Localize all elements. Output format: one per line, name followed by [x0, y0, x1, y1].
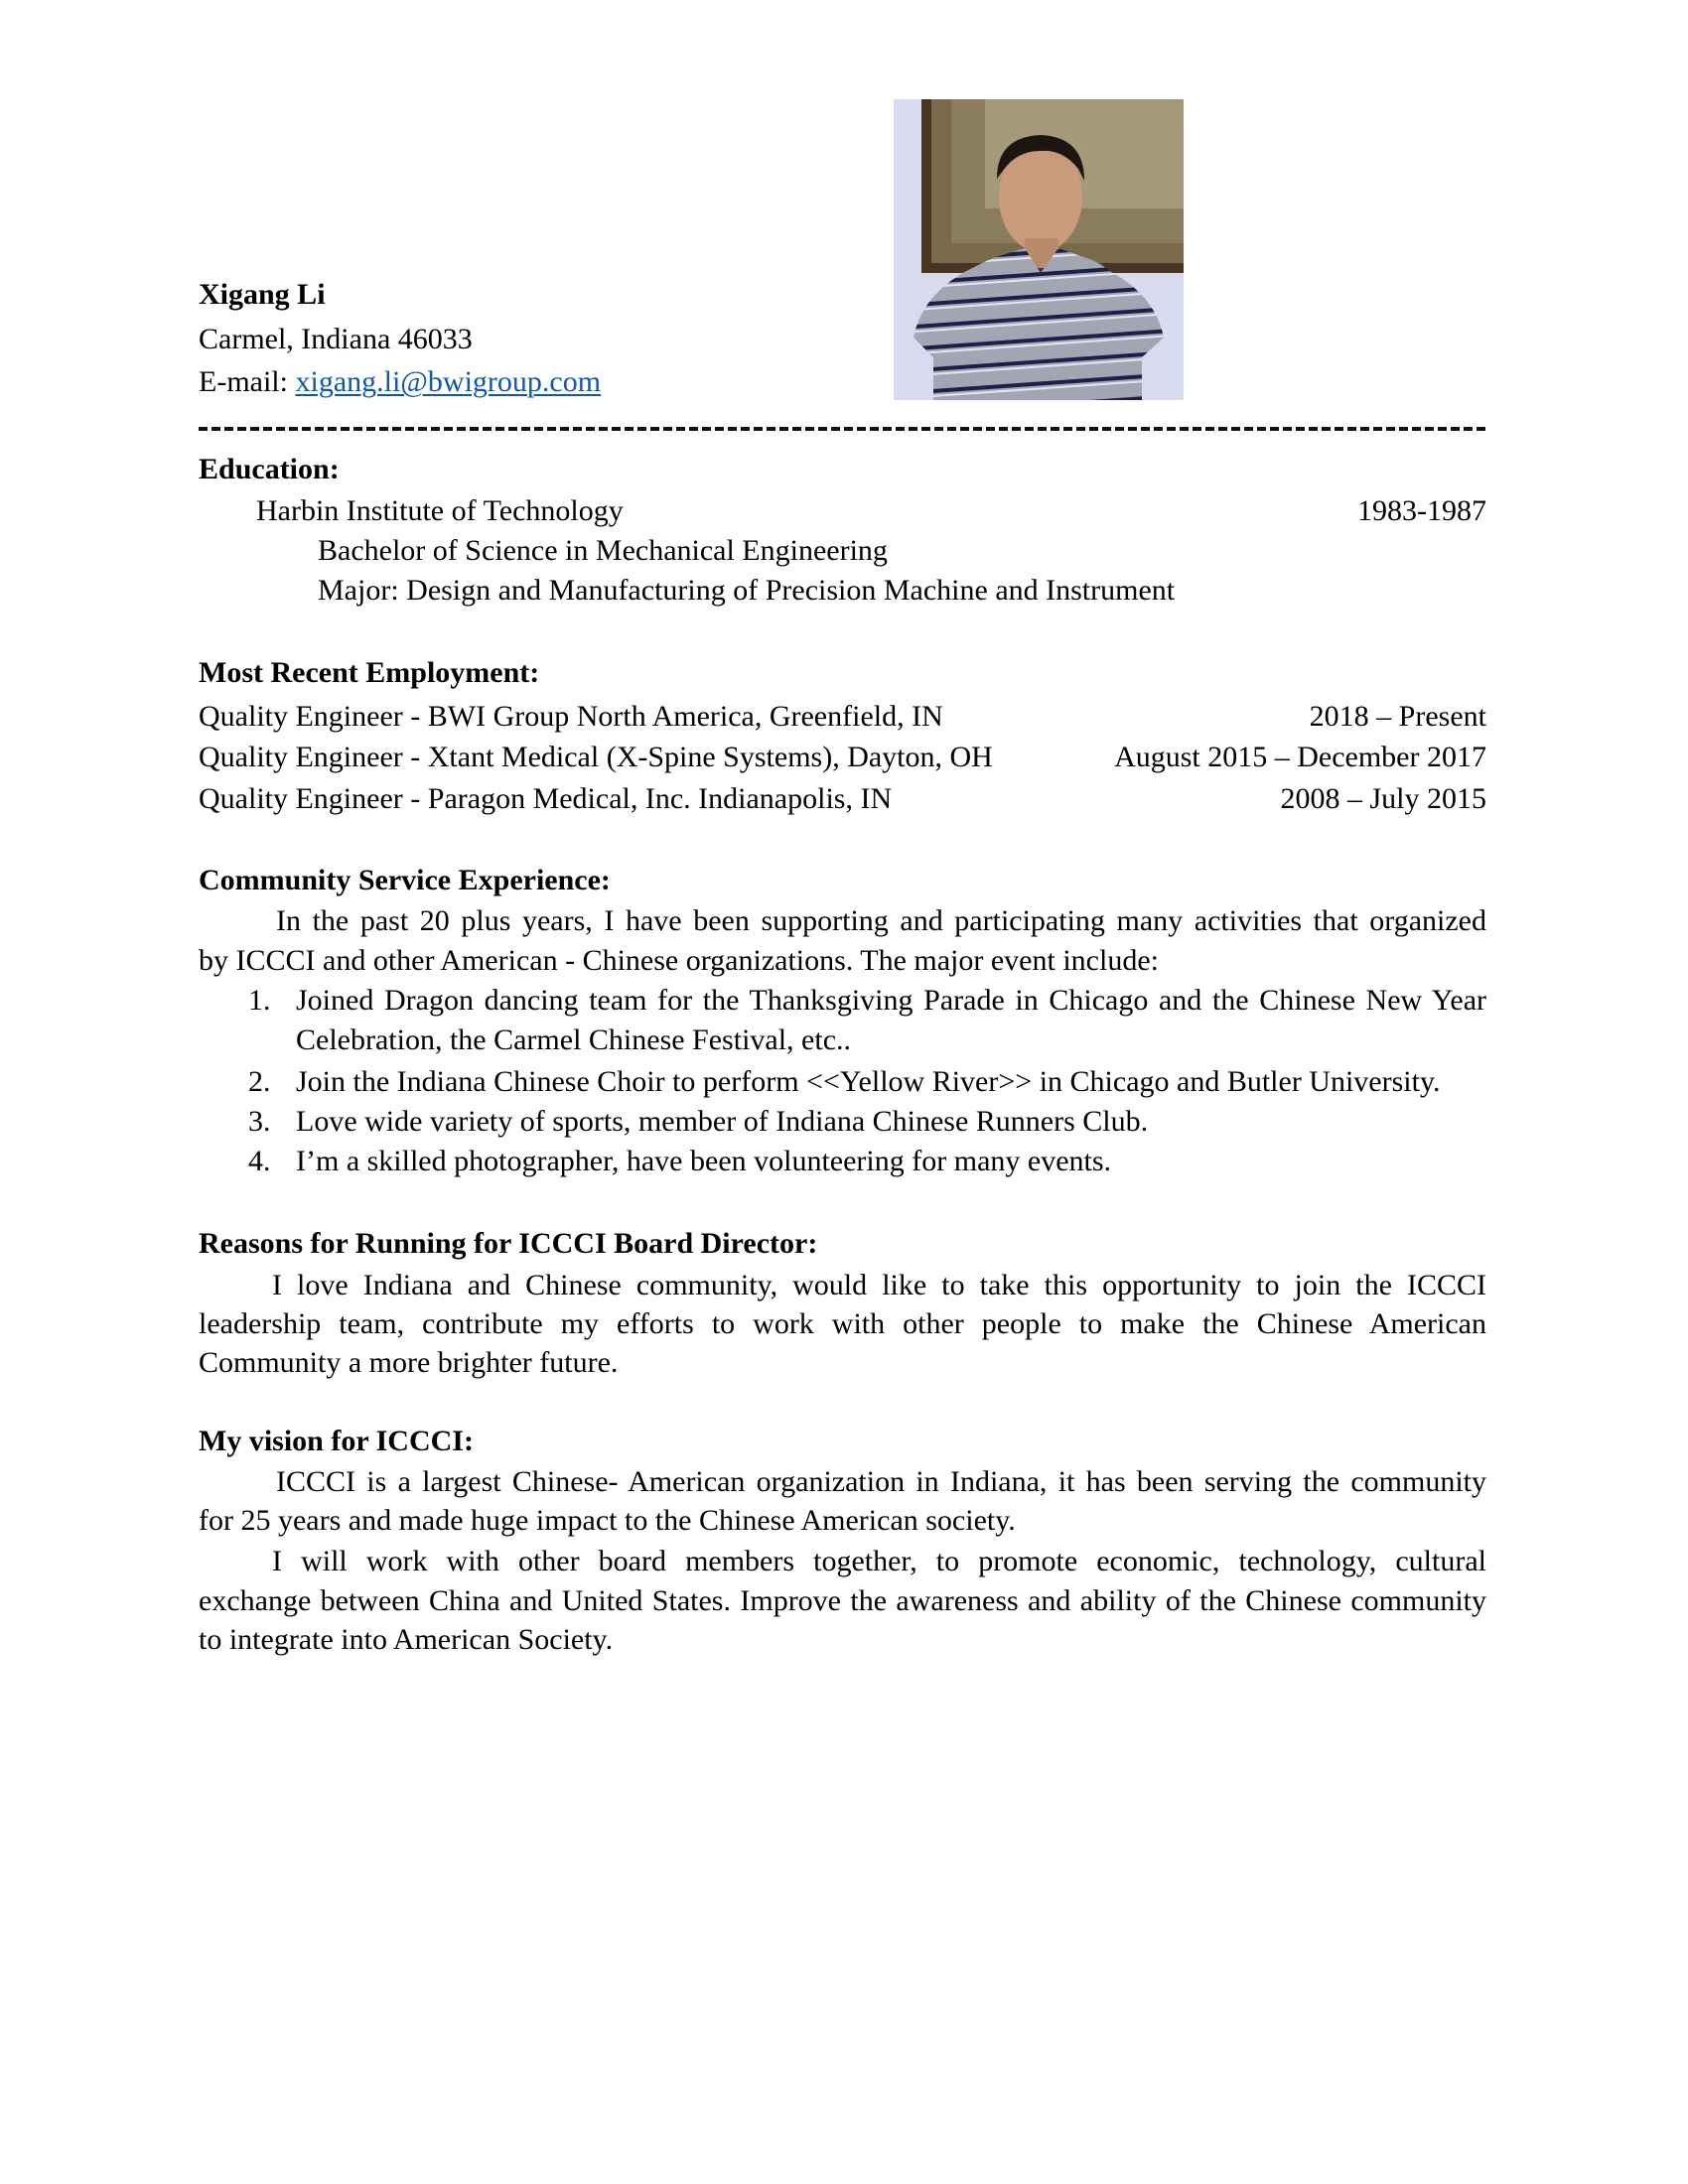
job-dates: 2018 – Present	[1309, 700, 1486, 733]
community-heading: Community Service Experience:	[199, 864, 611, 896]
list-number: 2.	[248, 1065, 271, 1098]
list-item-text: Join the Indiana Chinese Choir to perform <<Yellow River>> in Chicago and Butler University.	[296, 1065, 1441, 1098]
profile-photo	[894, 99, 1184, 400]
vision-line: I will work with other board members together, to promote economic, technology, cultural	[272, 1545, 1486, 1577]
separator-line	[199, 427, 1485, 431]
education-years: 1983-1987	[1357, 494, 1486, 527]
list-number: 1.	[248, 984, 271, 1017]
job-row	[199, 738, 1486, 777]
job-dates: 2008 – July 2015	[1280, 782, 1486, 815]
community-intro-line: by ICCCI and other American - Chinese organizations. The major event include:	[199, 944, 1159, 977]
portrait-image	[894, 99, 1184, 400]
school-name: Harbin Institute of Technology	[256, 494, 624, 527]
address: Carmel, Indiana 46033	[199, 323, 473, 355]
employment-heading: Most Recent Employment:	[199, 656, 540, 689]
job-row	[199, 697, 1486, 737]
reasons-heading: Reasons for Running for ICCCI Board Director:	[199, 1227, 818, 1260]
job-dates: August 2015 – December 2017	[1114, 741, 1486, 773]
major: Major: Design and Manufacturing of Precision Machine and Instrument	[318, 574, 1176, 607]
vision-line: for 25 years and made huge impact to the Chinese American society.	[199, 1504, 1016, 1537]
vision-heading: My vision for ICCCI:	[199, 1425, 474, 1457]
vision-line: ICCCI is a largest Chinese- American organization in Indiana, it has been serving the community	[276, 1465, 1486, 1498]
vision-line: to integrate into American Society.	[199, 1623, 614, 1656]
email-line	[199, 362, 601, 402]
list-number: 3.	[248, 1105, 271, 1138]
education-heading: Education:	[199, 453, 340, 485]
community-intro-line: In the past 20 plus years, I have been supporting and participating many activities that organized	[276, 904, 1486, 937]
list-item-continuation: Celebration, the Carmel Chinese Festival, etc..	[296, 1024, 852, 1056]
list-item	[248, 981, 1486, 1021]
job-row	[199, 779, 1486, 819]
vision-line: exchange between China and United States. Improve the awareness and ability of the Chinese community	[199, 1584, 1486, 1617]
email-label: E-mail:	[199, 365, 296, 398]
reasons-line: Community a more brighter future.	[199, 1346, 619, 1379]
list-item-text: Joined Dragon dancing team for the Thanksgiving Parade in Chicago and the Chinese New Year	[296, 984, 1486, 1017]
email-link[interactable]: xigang.li@bwigroup.com	[295, 365, 602, 398]
job-title: Quality Engineer - Xtant Medical (X-Spine Systems), Dayton, OH	[199, 741, 993, 773]
reasons-line: I love Indiana and Chinese community, would like to take this opportunity to join the ICCCI	[272, 1269, 1486, 1301]
candidate-name: Xigang Li	[199, 278, 326, 311]
list-item-text: I’m a skilled photographer, have been volunteering for many events.	[296, 1145, 1112, 1177]
degree: Bachelor of Science in Mechanical Engineering	[318, 534, 888, 567]
list-item-text: Love wide variety of sports, member of Indiana Chinese Runners Club.	[296, 1105, 1149, 1138]
reasons-line: leadership team, contribute my efforts to work with other people to make the Chinese American	[199, 1307, 1486, 1340]
job-title: Quality Engineer - BWI Group North America, Greenfield, IN	[199, 700, 943, 733]
list-number: 4.	[248, 1145, 271, 1177]
job-title: Quality Engineer - Paragon Medical, Inc. Indianapolis, IN	[199, 782, 893, 815]
education-row	[199, 491, 1486, 531]
